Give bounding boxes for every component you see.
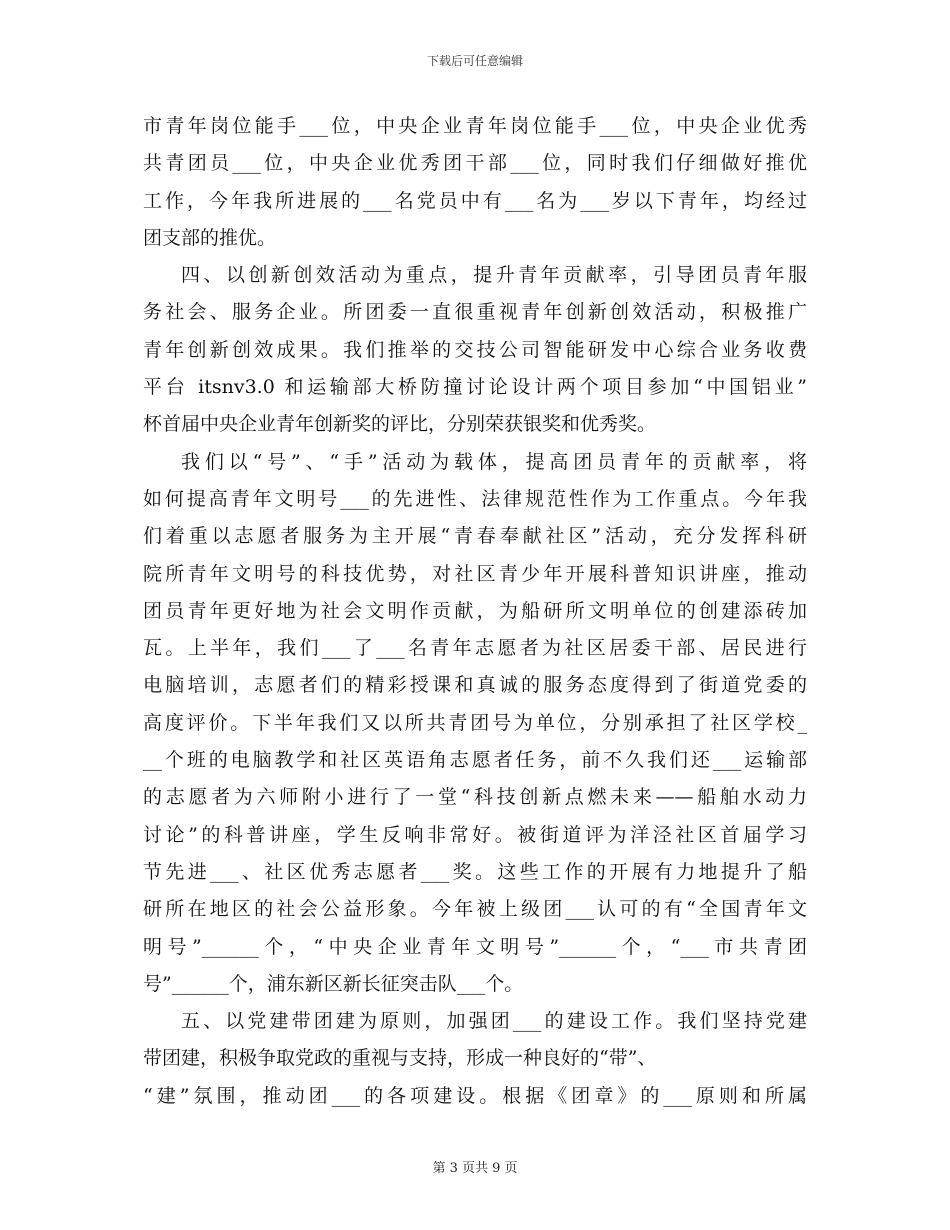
page-number-footer: 第 3 页共 9 页 [432,1161,518,1176]
text-line: 我们以“号”、“手”活动为载体，提高团员青年的贡献率，将 [181,450,807,473]
text-line: 节先进___、社区优秀志愿者___奖。这些工作的开展有力地提升了船 [143,860,807,883]
text-line: “建”氛围，推动团___的各项建设。根据《团章》的___原则和所属 [143,1084,807,1107]
text-line: 明号”______个，“中央企业青年文明号”______个，“___市共青团 [143,935,807,958]
text-line: 杯首届中央企业青年创新奖的评比，分别荣获银奖和优秀奖。 [143,413,657,436]
text-line: 高度评价。下半年我们又以所共青团号为单位，分别承担了社区学校_ [143,711,807,734]
text-line: 团支部的推优。 [143,226,277,249]
text-line: 们着重以志愿者服务为主开展“青春奉献社区”活动，充分发挥科研 [143,525,807,548]
text-line: 四、以创新创效活动为重点，提升青年贡献率，引导团员青年服 [181,264,807,287]
text-line: 电脑培训，志愿者们的精彩授课和真诚的服务态度得到了街道党委的 [143,674,807,697]
text-line: 如何提高青年文明号___的先进性、法律规范性作为工作重点。今年我 [143,487,807,510]
document-body [143,108,807,1115]
text-line: 院所青年文明号的科技优势，对社区青少年开展科普知识讲座，推动 [143,562,807,585]
text-line: 平台 itsnv3.0 和运输部大桥防撞讨论设计两个项目参加“中国铝业” [143,376,807,399]
text-line: 瓦。上半年，我们___了___名青年志愿者为社区居委干部、居民进行 [143,637,807,660]
text-line: 青年创新创效成果。我们推举的交技公司智能研发中心综合业务收费 [143,338,807,361]
page-header: 下载后可任意编辑 [426,54,523,68]
text-line: 务社会、服务企业。所团委一直很重视青年创新创效活动，积极推广 [143,301,807,324]
text-line: __个班的电脑教学和社区英语角志愿者任务，前不久我们还___运输部 [143,749,807,772]
text-line: 号”______个，浦东新区新长征突击队___个。 [143,972,524,995]
text-line: 共青团员___位，中央企业优秀团干部___位，同时我们仔细做好推优 [143,152,807,175]
text-line: 五、以党建带团建为原则，加强团___的建设工作。我们坚持党建 [181,1010,807,1033]
text-line: 市青年岗位能手___位，中央企业青年岗位能手___位，中央企业优秀 [143,115,807,137]
text-line: 研所在地区的社会公益形象。今年被上级团___认可的有“全国青年文 [143,898,807,921]
text-line: 讨论”的科普讲座，学生反响非常好。被街道评为洋泾社区首届学习 [143,823,807,846]
text-line: 团员青年更好地为社会文明作贡献，为船研所文明单位的创建添砖加 [143,599,807,622]
text-line: 带团建，积极争取党政的重视与支持，形成一种良好的“带”、 [143,1047,657,1070]
text-line: 工作，今年我所进展的___名党员中有___名为___岁以下青年，均经过 [143,189,807,212]
text-line: 的志愿者为六师附小进行了一堂“科技创新点燃未来——船舶水动力 [143,786,807,809]
